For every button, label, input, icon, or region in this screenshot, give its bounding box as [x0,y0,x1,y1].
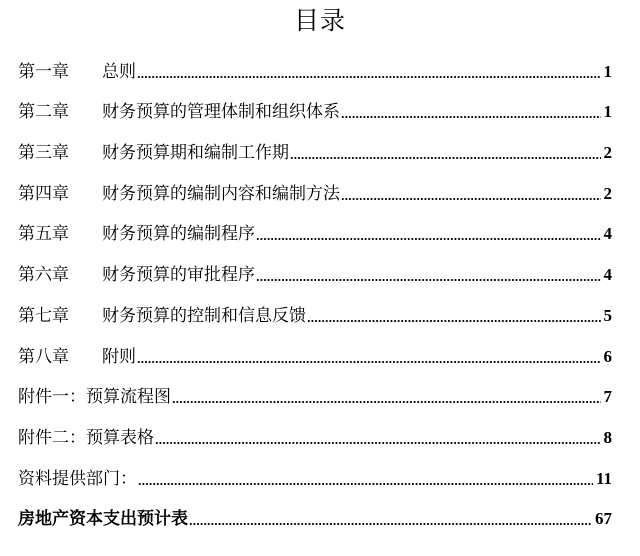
toc-page-number: 4 [603,224,612,244]
dot-leader [138,482,593,486]
dot-leader [256,278,601,282]
toc-chapter-number: 第二章 [18,102,69,123]
toc-entry-chapter-5[interactable] [18,210,612,251]
toc-entry-chapter-1[interactable] [18,47,612,88]
toc-entry-title: 财务预算的编制程序 [102,224,255,245]
toc-page-number: 8 [603,427,612,447]
toc-entry-title: 附件二：预算表格 [18,427,154,448]
dot-leader [341,197,601,201]
toc-entry-appendix-2[interactable] [18,413,612,454]
toc-chapter-number: 第七章 [18,305,69,326]
toc-chapter-number: 第六章 [18,265,69,286]
dot-leader [341,115,601,119]
toc-entry-chapter-8[interactable] [18,332,612,373]
toc-entry-title: 总则 [102,61,136,82]
toc-page-number: 7 [603,387,612,407]
toc-chapter-number: 第三章 [18,143,69,164]
dot-leader [137,75,601,79]
dot-leader [155,441,601,445]
toc-page-number: 1 [603,61,612,81]
toc-page-number: 1 [603,102,612,122]
toc-entry-title: 财务预算的控制和信息反馈 [102,305,306,326]
toc-chapter-number: 第一章 [18,61,69,82]
toc-entry-title: 财务预算期和编制工作期 [102,143,289,164]
toc-chapter-number: 第四章 [18,183,69,204]
toc-entry-title: 财务预算的编制内容和编制方法 [102,183,340,204]
toc-entry-title: 财务预算的管理体制和组织体系 [102,102,340,123]
toc-entry-source-department[interactable] [18,454,612,495]
dot-leader [189,522,592,526]
toc-page-number: 67 [595,509,612,529]
toc-page-number: 11 [595,468,612,488]
dot-leader [137,360,601,364]
toc-page-number: 5 [603,305,612,325]
toc-entry-title: 财务预算的审批程序 [102,265,255,286]
toc-entry-chapter-2[interactable] [18,88,612,129]
toc-page-number: 2 [603,143,612,163]
dot-leader [307,319,601,323]
toc-entry-chapter-6[interactable] [18,250,612,291]
toc-entry-title: 附件一：预算流程图 [18,387,171,408]
toc-entry-capex-table[interactable] [18,495,612,536]
toc-entry-title: 房地产资本支出预计表 [18,509,188,530]
dot-leader [256,237,601,241]
toc-entry-chapter-7[interactable] [18,291,612,332]
toc-page-number: 4 [603,265,612,285]
toc-entry-chapter-4[interactable] [18,169,612,210]
toc-chapter-number: 第八章 [18,346,69,367]
toc-entry-title: 附则 [102,346,136,367]
toc-entry-chapter-3[interactable] [18,128,612,169]
dot-leader [172,400,601,404]
toc-list [18,47,612,535]
toc-entry-appendix-1[interactable] [18,373,612,414]
dot-leader [290,156,601,160]
toc-page-number: 2 [603,183,612,203]
toc-title: 目录 [293,6,346,35]
toc-entry-title: 资料提供部门： [18,468,137,489]
toc-page-number: 6 [603,346,612,366]
toc-chapter-number: 第五章 [18,224,69,245]
